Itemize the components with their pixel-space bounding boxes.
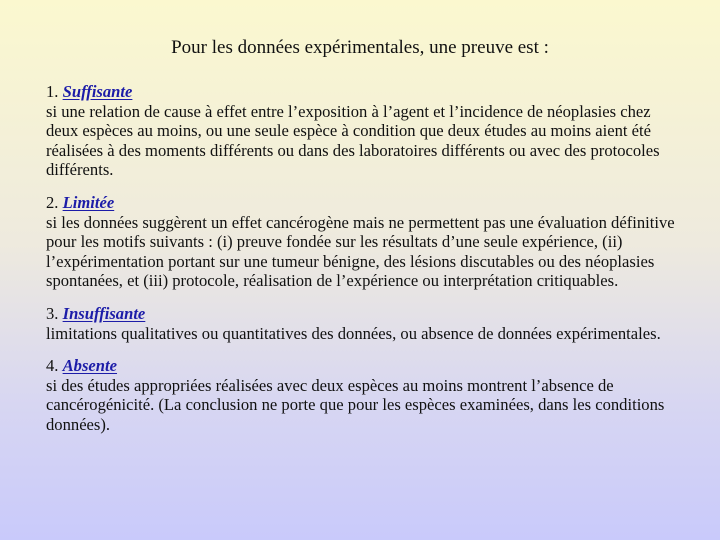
criterion-text: limitations qualitatives ou quantitatives des données, ou absence de données expérimentales.: [46, 323, 661, 343]
criterion-text: si une relation de cause à effet entre l’exposition à l’agent et l’incidence de néoplasies chez deux espèces au moins, ou une seule espèce à condition que deux études au moins aient été réalisées à des moments différents ou dans des laboratoires différents ou avec des protocoles différents.: [46, 101, 660, 180]
criterion-term-sufficient: Suffisante: [62, 82, 133, 101]
criterion-number: 4.: [46, 356, 59, 376]
criterion-sufficient: [46, 82, 686, 180]
criterion-heading: [46, 193, 686, 213]
slide-title: Pour les données expérimentales, une preuve est :: [171, 37, 549, 58]
criterion-text: si les données suggèrent un effet cancérogène mais ne permettent pas une évaluation définitive pour les motifs suivants : (i) preuve fondée sur les résultats d’une seule expérience, (ii) l’expérimentation portant sur une tumeur bénigne, des lésions discutables ou des néoplasies spontanées, et (iii) protocole, réalisation de l’expérience ou interprétation critiquables.: [46, 212, 675, 291]
criterion-term-absent: Absente: [62, 356, 118, 376]
criterion-number: 2.: [46, 192, 59, 212]
criterion-number: 3.: [46, 303, 59, 323]
criterion-term-insufficient: Insuffisante: [62, 303, 146, 323]
criterion-heading: [46, 304, 686, 324]
criterion-term-limited: Limitée: [62, 192, 115, 212]
criterion-text: si des études appropriées réalisées avec deux espèces au moins montrent l’absence de cancérogénicité. (La conclusion ne porte que pour les espèces examinées, dans les conditions données).: [46, 375, 665, 434]
criterion-absent: [46, 356, 686, 434]
criterion-number: 1.: [46, 82, 59, 101]
criterion-limited: [46, 193, 686, 291]
criteria-list: [46, 82, 686, 448]
criterion-heading: [46, 356, 686, 376]
criterion-heading: [46, 82, 686, 102]
criterion-insufficient: [46, 304, 686, 343]
